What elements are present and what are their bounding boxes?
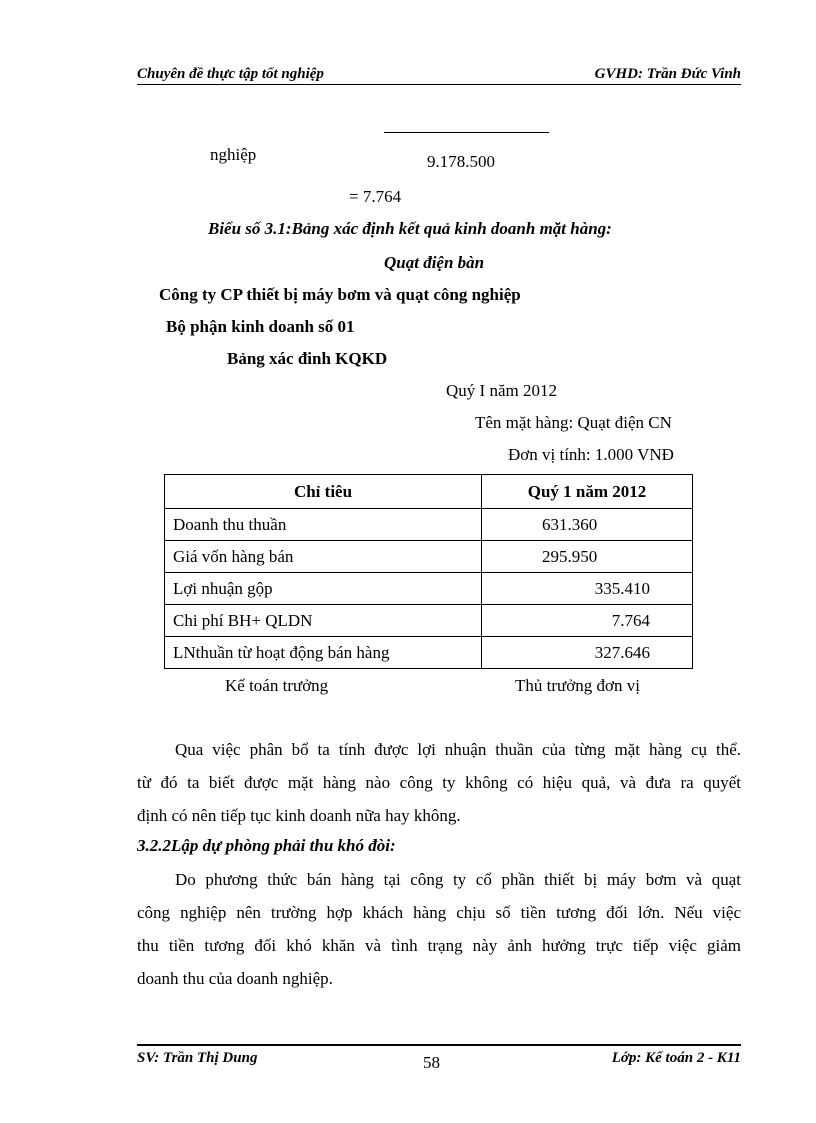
fraction-line: [384, 132, 549, 133]
row-value: 295.950: [482, 541, 693, 573]
page-footer: [137, 1044, 741, 1070]
footer-student: SV: Trần Thị Dung: [137, 1050, 258, 1066]
paragraph-line: thu tiền tương đối khó khăn và tình trạng này ảnh hưởng trực tiếp việc giảm: [137, 936, 741, 955]
caption-line-2: Quạt điện bàn: [384, 253, 485, 272]
row-value: 327.646: [482, 637, 693, 669]
table-row: [165, 637, 693, 669]
paragraph-line: Do phương thức bán hàng tại công ty cổ phần thiết bị máy bơm và quạt: [175, 870, 741, 889]
footer-class: Lớp: Kế toán 2 - K11: [611, 1050, 741, 1066]
row-label: LNthuần từ hoạt động bán hàng: [165, 637, 482, 669]
currency-unit: Đơn vị tính: 1.000 VNĐ: [508, 445, 674, 464]
report-period: Quý I năm 2012: [446, 381, 557, 400]
table-row: [165, 541, 693, 573]
table-row: [165, 573, 693, 605]
row-value: 335.410: [482, 573, 693, 605]
table-header-cell: Chỉ tiêu: [165, 475, 482, 509]
paragraph-line: doanh thu của doanh nghiệp.: [137, 969, 333, 988]
page-header: [137, 64, 741, 85]
paragraph-line: từ đó ta biết được mặt hàng nào công ty không có hiệu quả, và đưa ra quyết: [137, 773, 741, 792]
formula-denominator: 9.178.500: [427, 152, 495, 171]
header-supervisor: GVHD: Trần Đức Vinh: [594, 66, 741, 82]
header-title: Chuyên đề thực tập tốt nghiệp: [137, 66, 324, 82]
signature-unit-head: Thủ trưởng đơn vị: [515, 676, 640, 695]
table-header-cell: Quý 1 năm 2012: [482, 475, 693, 509]
paragraph-doubtful-debts: [137, 863, 741, 995]
row-label: Doanh thu thuần: [165, 509, 482, 541]
paragraph-line: Qua việc phân bổ ta tính được lợi nhuận thuần của từng mặt hàng cụ thể.: [175, 740, 741, 759]
company-name: Công ty CP thiết bị máy bơm và quạt công nghiệp: [159, 285, 521, 304]
row-label: Giá vốn hàng bán: [165, 541, 482, 573]
report-title: Bảng xác đinh KQKD: [227, 349, 388, 368]
page-number: 58: [423, 1053, 440, 1072]
row-label: Chi phí BH+ QLDN: [165, 605, 482, 637]
paragraph-allocation: [137, 733, 741, 832]
paragraph-line: định có nên tiếp tục kinh doanh nữa hay không.: [137, 806, 461, 825]
table-header-row: [165, 475, 693, 509]
table-row: [165, 509, 693, 541]
row-value: 7.764: [482, 605, 693, 637]
department-name: Bộ phận kinh doanh số 01: [166, 317, 355, 336]
product-name: Tên mặt hàng: Quạt điện CN: [475, 413, 672, 432]
paragraph-line: công nghiệp nên trường hợp khách hàng chịu số tiền tương đối lớn. Nếu việc: [137, 903, 741, 922]
caption-line-1: Biểu số 3.1:Bảng xác định kết quả kinh doanh mặt hàng:: [208, 219, 612, 238]
table-row: [165, 605, 693, 637]
row-value: 631.360: [482, 509, 693, 541]
formula-result: = 7.764: [349, 187, 402, 206]
section-heading: 3.2.2Lập dự phòng phải thu khó đòi:: [137, 836, 396, 855]
results-table: [164, 474, 693, 669]
formula-label: nghiệp: [210, 145, 257, 164]
signature-chief-accountant: Kế toán trưởng: [225, 676, 329, 695]
row-label: Lợi nhuận gộp: [165, 573, 482, 605]
